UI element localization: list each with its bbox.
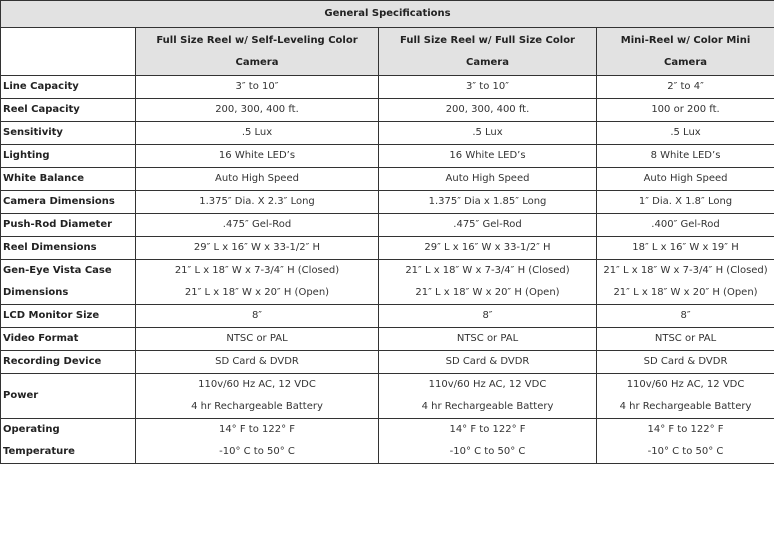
spec-value: 3″ to 10″: [466, 81, 509, 92]
spec-value: .475″ Gel-Rod: [453, 219, 522, 230]
spec-value: 1.375″ Dia x 1.85″ Long: [428, 196, 547, 207]
spec-value: 21″ L x 18″ W x 7-3/4″ H (Closed): [174, 265, 340, 276]
table-row: [1, 76, 774, 99]
spec-value: Auto High Speed: [445, 173, 530, 184]
column-header-full-size: Full Size Reel w/ Full Size Color Camera: [379, 28, 597, 76]
spec-value: 8″: [482, 310, 493, 321]
spec-value: .5 Lux: [670, 127, 701, 138]
spec-value: NTSC or PAL: [456, 333, 519, 344]
spec-value: 4 hr Rechargeable Battery: [421, 401, 554, 412]
spec-value: 14° F to 122° F: [449, 424, 526, 435]
spec-value: SD Card & DVDR: [215, 356, 299, 367]
spec-cell: [597, 260, 774, 305]
spec-cell: [379, 76, 597, 99]
spec-value: 4 hr Rechargeable Battery: [191, 401, 323, 412]
spec-cell: [379, 237, 597, 260]
spec-cell: [597, 99, 774, 122]
spec-cell: [379, 374, 597, 419]
spec-value: 21″ L x 18″ W x 20″ H (Open): [415, 287, 560, 298]
spec-value: 110v/60 Hz AC, 12 VDC: [428, 379, 547, 390]
spec-value: NTSC or PAL: [654, 333, 717, 344]
spec-value: 1″ Dia. X 1.8″ Long: [638, 196, 733, 207]
spec-cell: [379, 145, 597, 168]
spec-cell: [597, 214, 774, 237]
spec-value: 100 or 200 ft.: [651, 104, 720, 115]
spec-cell: [136, 76, 379, 99]
table-row: [1, 351, 774, 374]
spec-cell: [379, 260, 597, 305]
spec-value: 14° F to 122° F: [218, 424, 296, 435]
spec-cell: [379, 191, 597, 214]
spec-value: 3″ to 10″: [235, 81, 279, 92]
spec-value: 16 White LED’s: [449, 150, 526, 161]
spec-cell: [136, 260, 379, 305]
table-row: [1, 328, 774, 351]
spec-value: 21″ L x 18″ W x 7-3/4″ H (Closed): [405, 265, 570, 276]
spec-cell: [597, 237, 774, 260]
row-label-camera-dimensions: Camera Dimensions: [1, 191, 136, 214]
spec-cell: [136, 191, 379, 214]
spec-value: 8″: [680, 310, 691, 321]
spec-value: 16 White LED’s: [218, 150, 296, 161]
spec-cell: [136, 305, 379, 328]
spec-value: .400″ Gel-Rod: [651, 219, 720, 230]
column-header-mini-reel: Mini-Reel w/ Color Mini Camera: [597, 28, 774, 76]
column-header-self-leveling: Full Size Reel w/ Self-Leveling Color Camera: [136, 28, 379, 76]
spec-value: 29″ L x 16″ W x 33-1/2″ H: [193, 242, 321, 253]
spec-value: -10° C to 50° C: [219, 446, 295, 457]
table-row: [1, 260, 774, 305]
spec-value: NTSC or PAL: [226, 333, 288, 344]
spec-cell: [136, 351, 379, 374]
spec-cell: [597, 328, 774, 351]
spec-cell: [136, 99, 379, 122]
spec-value: 110v/60 Hz AC, 12 VDC: [626, 379, 745, 390]
table-row: [1, 214, 774, 237]
spec-value: .5 Lux: [241, 127, 273, 138]
row-label-white-balance: White Balance: [1, 168, 136, 191]
row-label-operating-temperature: Operating Temperature: [1, 419, 136, 464]
spec-cell: [597, 76, 774, 99]
spec-value: SD Card & DVDR: [445, 356, 530, 367]
spec-cell: [379, 328, 597, 351]
table-row: [1, 419, 774, 464]
table-row: [1, 99, 774, 122]
spec-value: SD Card & DVDR: [643, 356, 728, 367]
row-label-gen-eye-vista-case-dimensions: Gen-Eye Vista Case Dimensions: [1, 260, 136, 305]
spec-cell: [136, 145, 379, 168]
spec-cell: [379, 214, 597, 237]
spec-cell: [136, 374, 379, 419]
spec-cell: [379, 351, 597, 374]
spec-cell: [597, 305, 774, 328]
spec-cell: [136, 214, 379, 237]
spec-value: 29″ L x 16″ W x 33-1/2″ H: [424, 242, 551, 253]
spec-value: .5 Lux: [472, 127, 503, 138]
spec-cell: [597, 145, 774, 168]
spec-value: 21″ L x 18″ W x 20″ H (Open): [184, 287, 330, 298]
table-row: [1, 122, 774, 145]
spec-value: -10° C to 50° C: [647, 446, 724, 457]
spec-cell: [136, 237, 379, 260]
spec-value: 200, 300, 400 ft.: [445, 104, 530, 115]
row-label-video-format: Video Format: [1, 328, 136, 351]
spec-cell: [136, 328, 379, 351]
table-row: [1, 374, 774, 419]
spec-cell: [136, 122, 379, 145]
row-label-lighting: Lighting: [1, 145, 136, 168]
spec-value: Auto High Speed: [215, 173, 299, 184]
table-row: [1, 191, 774, 214]
spec-cell: [379, 122, 597, 145]
table-row: [1, 168, 774, 191]
row-label-push-rod-diameter: Push-Rod Diameter: [1, 214, 136, 237]
spec-value: 200, 300, 400 ft.: [215, 104, 299, 115]
row-label-line-capacity: Line Capacity: [1, 76, 136, 99]
header-corner-cell: [1, 28, 136, 76]
spec-value: 8 White LED’s: [650, 150, 721, 161]
table-title: General Specifications: [1, 1, 774, 28]
title-row: [1, 1, 774, 28]
spec-cell: [597, 168, 774, 191]
table-row: [1, 145, 774, 168]
spec-cell: [136, 168, 379, 191]
spec-value: 21″ L x 18″ W x 20″ H (Open): [613, 287, 758, 298]
spec-value: 110v/60 Hz AC, 12 VDC: [198, 379, 316, 390]
spec-cell: [597, 351, 774, 374]
table-row: [1, 305, 774, 328]
spec-value: 18″ L x 16″ W x 19″ H: [632, 242, 739, 253]
spec-value: 1.375″ Dia. X 2.3″ Long: [199, 196, 315, 207]
row-label-recording-device: Recording Device: [1, 351, 136, 374]
row-label-lcd-monitor-size: LCD Monitor Size: [1, 305, 136, 328]
spec-value: -10° C to 50° C: [449, 446, 526, 457]
row-label-sensitivity: Sensitivity: [1, 122, 136, 145]
spec-value: 14° F to 122° F: [647, 424, 724, 435]
table-row: [1, 237, 774, 260]
table-body: [1, 1, 774, 464]
spec-cell: [136, 419, 379, 464]
spec-cell: [379, 305, 597, 328]
spec-cell: [597, 122, 774, 145]
spec-value: 2″ to 4″: [667, 81, 704, 92]
spec-cell: [597, 419, 774, 464]
row-label-reel-capacity: Reel Capacity: [1, 99, 136, 122]
spec-cell: [597, 191, 774, 214]
spec-value: 4 hr Rechargeable Battery: [619, 401, 752, 412]
spec-cell: [379, 168, 597, 191]
header-row: [1, 28, 774, 76]
spec-value: Auto High Speed: [643, 173, 728, 184]
spec-cell: [379, 419, 597, 464]
spec-value: 8″: [251, 310, 263, 321]
spec-value: 21″ L x 18″ W x 7-3/4″ H (Closed): [603, 265, 768, 276]
row-label-reel-dimensions: Reel Dimensions: [1, 237, 136, 260]
spec-cell: [597, 374, 774, 419]
row-label-power: Power: [1, 374, 136, 419]
spec-cell: [379, 99, 597, 122]
spec-value: .475″ Gel-Rod: [222, 219, 292, 230]
